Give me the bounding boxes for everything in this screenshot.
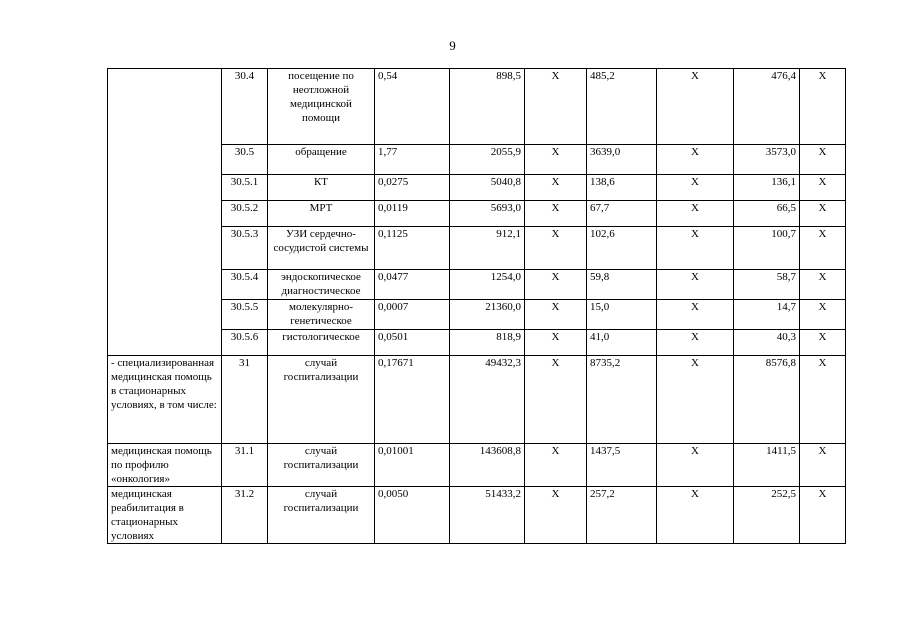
x-mark: Х [800,444,846,487]
cost-value: 143608,8 [450,444,525,487]
norm-value: 0,01001 [375,444,450,487]
value-cell: 100,7 [734,227,800,270]
x-mark: Х [800,227,846,270]
value-cell: 1411,5 [734,444,800,487]
value-cell: 66,5 [734,201,800,227]
x-mark: Х [525,145,587,175]
row-code: 30.5.5 [222,300,268,330]
x-mark: Х [657,227,734,270]
x-mark: Х [657,300,734,330]
x-mark: Х [525,227,587,270]
value-cell: 136,1 [734,175,800,201]
x-mark: Х [525,444,587,487]
cost-value: 818,9 [450,330,525,356]
x-mark: Х [657,270,734,300]
row-code: 30.5.3 [222,227,268,270]
value-cell: 138,6 [587,175,657,201]
category-cell [108,69,222,356]
norm-value: 0,1125 [375,227,450,270]
value-cell: 8576,8 [734,356,800,444]
x-mark: Х [800,300,846,330]
x-mark: Х [800,330,846,356]
value-cell: 3573,0 [734,145,800,175]
norms-table [107,68,846,544]
row-code: 31.1 [222,444,268,487]
value-cell: 14,7 [734,300,800,330]
x-mark: Х [657,201,734,227]
x-mark: Х [525,356,587,444]
x-mark: Х [525,487,587,544]
x-mark: Х [800,270,846,300]
unit-cell: МРТ [268,201,375,227]
x-mark: Х [657,444,734,487]
x-mark: Х [657,145,734,175]
norm-value: 0,0477 [375,270,450,300]
x-mark: Х [657,330,734,356]
norm-value: 0,0501 [375,330,450,356]
value-cell: 102,6 [587,227,657,270]
category-cell: медицинская помощь по профилю «онкология» [108,444,222,487]
table-row [108,356,846,444]
value-cell: 1437,5 [587,444,657,487]
x-mark: Х [525,175,587,201]
category-cell: медицинская реабилитация в стационарных условиях [108,487,222,544]
unit-cell: посещение по неотложной медицинской помощи [268,69,375,145]
cost-value: 912,1 [450,227,525,270]
row-code: 30.4 [222,69,268,145]
cost-value: 5040,8 [450,175,525,201]
x-mark: Х [657,69,734,145]
cost-value: 2055,9 [450,145,525,175]
cost-value: 49432,3 [450,356,525,444]
x-mark: Х [800,145,846,175]
value-cell: 3639,0 [587,145,657,175]
row-code: 30.5.2 [222,201,268,227]
value-cell: 58,7 [734,270,800,300]
table-row [108,444,846,487]
unit-cell: обращение [268,145,375,175]
row-code: 30.5.1 [222,175,268,201]
value-cell: 59,8 [587,270,657,300]
value-cell: 40,3 [734,330,800,356]
row-code: 30.5.4 [222,270,268,300]
row-code: 30.5 [222,145,268,175]
unit-cell: случай госпитализации [268,444,375,487]
norm-value: 0,17671 [375,356,450,444]
value-cell: 41,0 [587,330,657,356]
value-cell: 252,5 [734,487,800,544]
unit-cell: КТ [268,175,375,201]
norm-value: 0,54 [375,69,450,145]
unit-cell: молекулярно-генетическое [268,300,375,330]
unit-cell: случай госпитализации [268,356,375,444]
x-mark: Х [800,175,846,201]
x-mark: Х [800,487,846,544]
x-mark: Х [525,270,587,300]
norm-value: 1,77 [375,145,450,175]
x-mark: Х [657,487,734,544]
x-mark: Х [525,69,587,145]
row-code: 31 [222,356,268,444]
norm-value: 0,0050 [375,487,450,544]
value-cell: 476,4 [734,69,800,145]
value-cell: 67,7 [587,201,657,227]
page-number: 9 [449,38,456,53]
cost-value: 5693,0 [450,201,525,227]
table-row [108,69,846,145]
cost-value: 51433,2 [450,487,525,544]
cost-value: 21360,0 [450,300,525,330]
x-mark: Х [525,330,587,356]
x-mark: Х [525,201,587,227]
x-mark: Х [525,300,587,330]
x-mark: Х [657,175,734,201]
category-cell: - специализированная медицинская помощь в стационарных условиях, в том числе: [108,356,222,444]
norm-value: 0,0275 [375,175,450,201]
row-code: 30.5.6 [222,330,268,356]
value-cell: 15,0 [587,300,657,330]
value-cell: 485,2 [587,69,657,145]
norm-value: 0,0119 [375,201,450,227]
unit-cell: случай госпитализации [268,487,375,544]
unit-cell: гистологическое [268,330,375,356]
cost-value: 1254,0 [450,270,525,300]
table-row [108,487,846,544]
row-code: 31.2 [222,487,268,544]
cost-value: 898,5 [450,69,525,145]
x-mark: Х [800,69,846,145]
x-mark: Х [800,356,846,444]
unit-cell: эндоскопическое диагностическое [268,270,375,300]
unit-cell: УЗИ сердечно-сосудистой системы [268,227,375,270]
value-cell: 257,2 [587,487,657,544]
value-cell: 8735,2 [587,356,657,444]
x-mark: Х [800,201,846,227]
norm-value: 0,0007 [375,300,450,330]
x-mark: Х [657,356,734,444]
